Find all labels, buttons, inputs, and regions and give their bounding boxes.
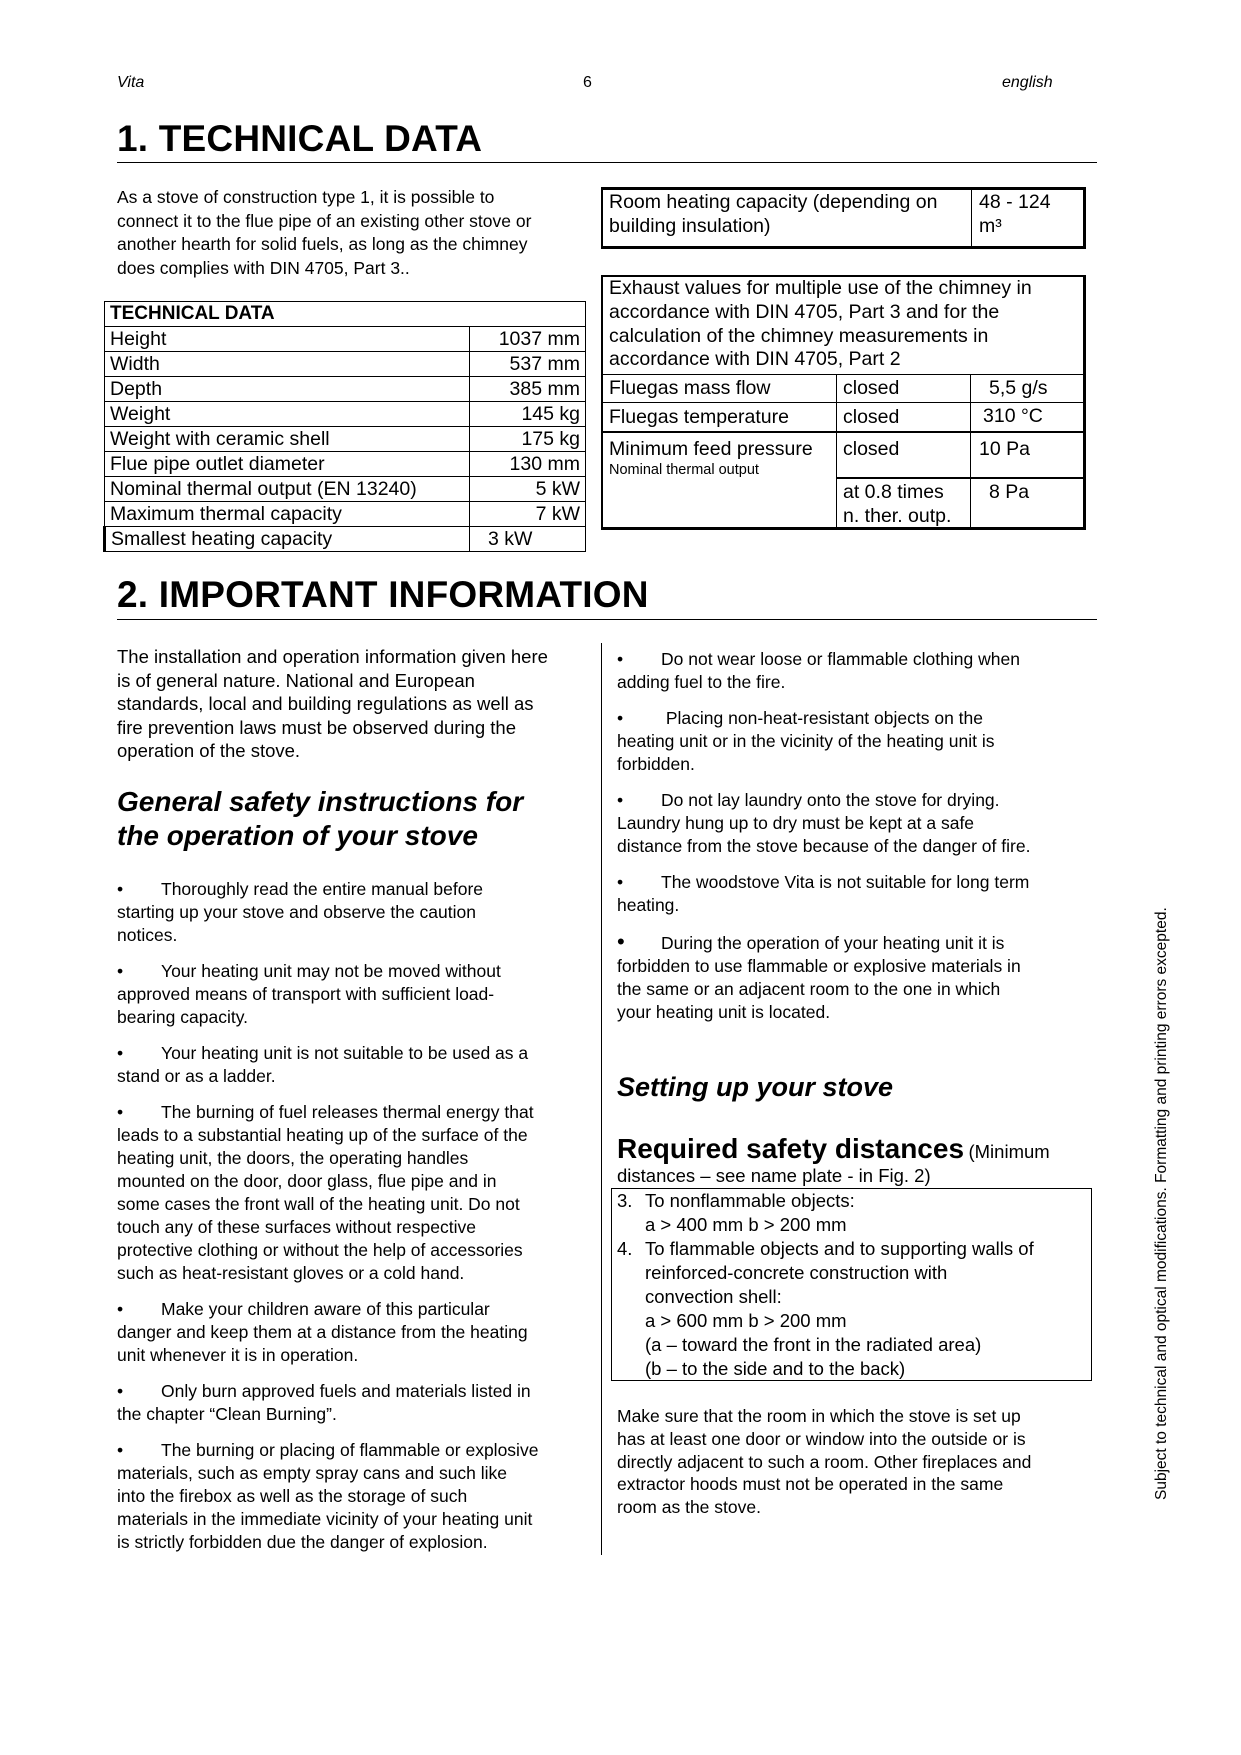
bullet-icon: • — [617, 790, 624, 810]
bullet-icon: • — [617, 872, 624, 892]
distance-line: a > 600 mm b > 200 mm — [645, 1310, 847, 1331]
exhaust-heading-line: accordance with DIN 4705, Part 2 — [609, 348, 901, 371]
table-row — [105, 377, 586, 402]
bullet-line: adding fuel to the fire. — [617, 672, 786, 692]
bullet-line: unit whenever it is in operation. — [117, 1345, 359, 1365]
row-value: 1037 mm — [470, 327, 586, 352]
list-item — [117, 960, 595, 1029]
intro-line: As a stove of construction type 1, it is possible to — [117, 187, 495, 207]
row-label: Flue pipe outlet diameter — [105, 452, 470, 477]
bullet-line: such as heat-resistant gloves or a cold hand. — [117, 1263, 465, 1283]
header-left: Vita — [117, 74, 145, 91]
technical-data-table — [103, 301, 586, 552]
room-note-line: Make sure that the room in which the stove is set up — [617, 1406, 1021, 1426]
room-note-line: room as the stove. — [617, 1497, 761, 1518]
safety-bullets-left — [117, 878, 595, 1567]
row-value: 175 kg — [470, 427, 586, 452]
exhaust-row-value: 10 Pa — [979, 438, 1030, 460]
section-title-technical-data: 1. TECHNICAL DATA — [117, 118, 483, 159]
safety-heading-line: General safety instructions for — [117, 786, 524, 817]
row-line — [603, 402, 1083, 403]
list-item — [617, 707, 1095, 776]
bullet-line: your heating unit is located. — [617, 1002, 831, 1022]
distance-line: (a – toward the front in the radiated area) — [645, 1334, 982, 1355]
section-rule — [117, 619, 1097, 620]
row-value: 130 mm — [470, 452, 586, 477]
intro-line: another hearth for solid fuels, as long as the chimney — [117, 234, 528, 254]
bullet-line: Do not lay laundry onto the stove for drying. — [661, 790, 1000, 810]
exhaust-values-table — [601, 275, 1086, 530]
distance-line: convection shell: — [645, 1286, 782, 1307]
row-label: Width — [105, 352, 470, 377]
distance-line: To flammable objects and to supporting walls of — [645, 1238, 1034, 1259]
room-label-line: building insulation) — [609, 214, 771, 237]
distance-line: reinforced-concrete construction with — [645, 1262, 948, 1283]
bullet-line: The woodstove Vita is not suitable for long term — [661, 872, 1030, 892]
intro-line: standards, local and building regulations as well as — [117, 693, 534, 714]
row-label: Weight with ceramic shell — [105, 427, 470, 452]
safety-heading-line: the operation of your stove — [117, 820, 478, 851]
bullet-icon: • — [117, 879, 124, 899]
table-heading: TECHNICAL DATA — [105, 302, 586, 327]
bullet-line: starting up your stove and observe the caution — [117, 902, 476, 922]
intro-line: is of general nature. National and European — [117, 669, 475, 691]
section2-intro — [117, 645, 587, 763]
room-note-line: has at least one door or window into the outside or is — [617, 1428, 1026, 1449]
bullet-icon: • — [617, 649, 624, 669]
distances-note-2: distances – see name plate - in Fig. 2) — [617, 1165, 931, 1186]
exhaust-row-sublabel: Nominal thermal output — [609, 462, 759, 478]
section-rule — [117, 162, 1097, 163]
row-label: Weight — [105, 402, 470, 427]
bullet-line: Laundry hung up to dry must be kept at a safe — [617, 813, 975, 833]
table-row — [105, 427, 586, 452]
table-row — [105, 502, 586, 527]
list-item — [117, 1298, 595, 1367]
exhaust-extra-value: 8 Pa — [989, 481, 1030, 503]
column-divider — [601, 643, 602, 1555]
col-line — [970, 374, 971, 527]
bullet-line: Do not wear loose or flammable clothing when — [661, 649, 1020, 669]
room-note-line: extractor hoods must not be operated in the same — [617, 1474, 1004, 1495]
row-value: 537 mm — [470, 352, 586, 377]
row-value: 7 kW — [470, 502, 586, 527]
room-heating-value — [979, 191, 1051, 238]
bullet-line: protective clothing or without the help of accessories — [117, 1240, 523, 1260]
room-heating-table — [601, 187, 1086, 249]
bullet-line: bearing capacity. — [117, 1007, 249, 1027]
bullet-line: Thoroughly read the entire manual before — [161, 879, 484, 899]
safety-heading — [117, 785, 597, 853]
bullet-icon: • — [117, 1299, 124, 1319]
exhaust-row-state: closed — [843, 377, 900, 399]
bullet-line: The burning of fuel releases thermal energy that — [161, 1102, 534, 1122]
exhaust-row-state: closed — [843, 438, 900, 460]
distance-line: (b – to the side and to the back) — [645, 1358, 906, 1379]
bullet-line: The burning or placing of flammable or explosive — [161, 1440, 539, 1460]
bullet-line: Only burn approved fuels and materials listed in — [161, 1381, 531, 1401]
exhaust-row-label: Fluegas temperature — [609, 406, 789, 428]
exhaust-row-label: Fluegas mass flow — [609, 377, 771, 399]
distances-heading-block — [617, 1133, 1097, 1187]
bullet-line: some cases the front wall of the heating unit. Do not — [117, 1194, 520, 1214]
room-note-line: directly adjacent to such a room. Other fireplaces and — [617, 1451, 1032, 1472]
list-item — [117, 1042, 595, 1088]
row-value: 145 kg — [470, 402, 586, 427]
bullet-line: is strictly forbidden due the danger of explosion. — [117, 1532, 488, 1552]
table-row — [105, 527, 586, 552]
header-right: english — [1002, 74, 1053, 91]
bullet-line: distance from the stove because of the danger of fire. — [617, 836, 1031, 856]
distance-item — [617, 1189, 1034, 1381]
bullet-line: touch any of these surfaces without respective — [117, 1217, 476, 1237]
bullet-line: Placing non-heat-resistant objects on the — [661, 708, 983, 728]
table-row — [105, 477, 586, 502]
row-label: Maximum thermal capacity — [105, 502, 470, 527]
intro-line: connect it to the flue pipe of an existing other stove or — [117, 210, 532, 231]
exhaust-heading-line: Exhaust values for multiple use of the chimney in — [609, 277, 1032, 299]
exhaust-extra-state — [843, 481, 951, 528]
table-row — [105, 452, 586, 477]
row-label: Depth — [105, 377, 470, 402]
distances-heading: Required safety distances — [617, 1133, 965, 1164]
bullet-line: danger and keep them at a distance from the heating — [117, 1322, 528, 1342]
row-label: Nominal thermal output (EN 13240) — [105, 477, 470, 502]
bullet-icon: • — [617, 708, 624, 728]
list-item — [617, 871, 1095, 917]
exhaust-heading-line: calculation of the chimney measurements in — [609, 324, 989, 347]
distance-line: To nonflammable objects: — [645, 1190, 855, 1211]
bullet-line: materials in the immediate vicinity of your heating unit — [117, 1509, 533, 1529]
intro-line: fire prevention laws must be observed during the — [117, 716, 516, 738]
section1-intro — [117, 186, 587, 280]
row-line — [603, 374, 1083, 375]
exhaust-heading — [609, 277, 1079, 372]
safety-bullets-right — [617, 648, 1095, 1037]
list-item — [117, 1101, 595, 1285]
bullet-line: heating unit or in the vicinity of the heating unit is — [617, 731, 995, 751]
bullet-line: materials, such as empty spray cans and such like — [117, 1463, 508, 1483]
bullet-line: stand or as a ladder. — [117, 1066, 276, 1086]
distances-note: (Minimum — [968, 1141, 1050, 1162]
bullet-icon: • — [117, 961, 124, 981]
table-row — [105, 352, 586, 377]
setup-heading: Setting up your stove — [617, 1072, 894, 1102]
page-number: 6 — [583, 74, 592, 91]
exhaust-heading-line: accordance with DIN 4705, Part 3 and for the — [609, 300, 1000, 323]
bullet-line: Your heating unit may not be moved without — [161, 961, 501, 981]
room-value-line: m³ — [979, 214, 1002, 237]
exhaust-row-state: closed — [843, 406, 900, 428]
bullet-icon: • — [117, 1043, 124, 1063]
list-item — [117, 1380, 595, 1426]
bullet-line: During the operation of your heating unit it is — [661, 933, 1005, 953]
row-label: Height — [105, 327, 470, 352]
exhaust-row-value: 5,5 g/s — [989, 377, 1048, 399]
distance-line: a > 400 mm b > 200 mm — [645, 1214, 847, 1235]
side-disclaimer: Subject to technical and optical modifications. Formatting and printing errors excepted. — [1153, 907, 1170, 1500]
room-value-line: 48 - 124 — [979, 191, 1051, 213]
cell-divider — [971, 190, 972, 246]
bullet-line: forbidden. — [617, 754, 695, 774]
bullet-icon: • — [117, 1381, 124, 1401]
bullet-line: notices. — [117, 925, 178, 945]
extra-state-line: at 0.8 times — [843, 481, 944, 503]
bullet-line: the same or an adjacent room to the one in which — [617, 979, 1001, 999]
bullet-line: heating unit, the doors, the operating handles — [117, 1148, 469, 1168]
extra-state-line: n. ther. outp. — [843, 504, 952, 527]
intro-line: operation of the stove. — [117, 740, 301, 761]
section-title-important-information: 2. IMPORTANT INFORMATION — [117, 574, 649, 615]
row-value: 5 kW — [470, 477, 586, 502]
distances-box — [611, 1188, 1092, 1381]
table-row — [105, 327, 586, 352]
bullet-line: the chapter “Clean Burning”. — [117, 1404, 337, 1424]
row-label: Smallest heating capacity — [105, 527, 470, 552]
list-item — [117, 1439, 595, 1554]
bullet-line: Your heating unit is not suitable to be used as a — [161, 1043, 529, 1063]
bullet-line: approved means of transport with sufficient load- — [117, 984, 495, 1004]
bullet-line: mounted on the door, door glass, flue pipe and in — [117, 1171, 497, 1191]
intro-line: does complies with DIN 4705, Part 3.. — [117, 257, 410, 278]
row-line — [836, 477, 1083, 479]
distance-num: 4. — [617, 1238, 633, 1259]
col-line — [836, 374, 837, 527]
bullet-line: leads to a substantial heating up of the surface of the — [117, 1125, 528, 1145]
bullet-line: into the firebox as well as the storage of such — [117, 1486, 468, 1506]
intro-line: The installation and operation information given here — [117, 646, 548, 667]
row-value: 3 kW — [470, 527, 586, 552]
exhaust-row-value: 310 °C — [983, 405, 1043, 427]
list-item — [617, 648, 1095, 694]
bullet-icon: • — [617, 929, 625, 954]
room-heating-label — [609, 191, 959, 238]
room-label-line: Room heating capacity (depending on — [609, 191, 938, 213]
bullet-line: heating. — [617, 895, 680, 915]
bullet-icon: • — [117, 1440, 124, 1460]
room-note — [617, 1405, 1097, 1519]
bullet-line: forbidden to use flammable or explosive materials in — [617, 956, 1021, 976]
row-value: 385 mm — [470, 377, 586, 402]
bullet-line: Make your children aware of this particular — [161, 1299, 490, 1319]
list-item — [617, 930, 1095, 1024]
row-line — [603, 431, 1083, 433]
list-item — [117, 878, 595, 947]
list-item — [617, 789, 1095, 858]
table-row — [105, 402, 586, 427]
bullet-icon: • — [117, 1102, 124, 1122]
distance-num: 3. — [617, 1190, 633, 1211]
exhaust-row-label: Minimum feed pressure — [609, 438, 813, 460]
